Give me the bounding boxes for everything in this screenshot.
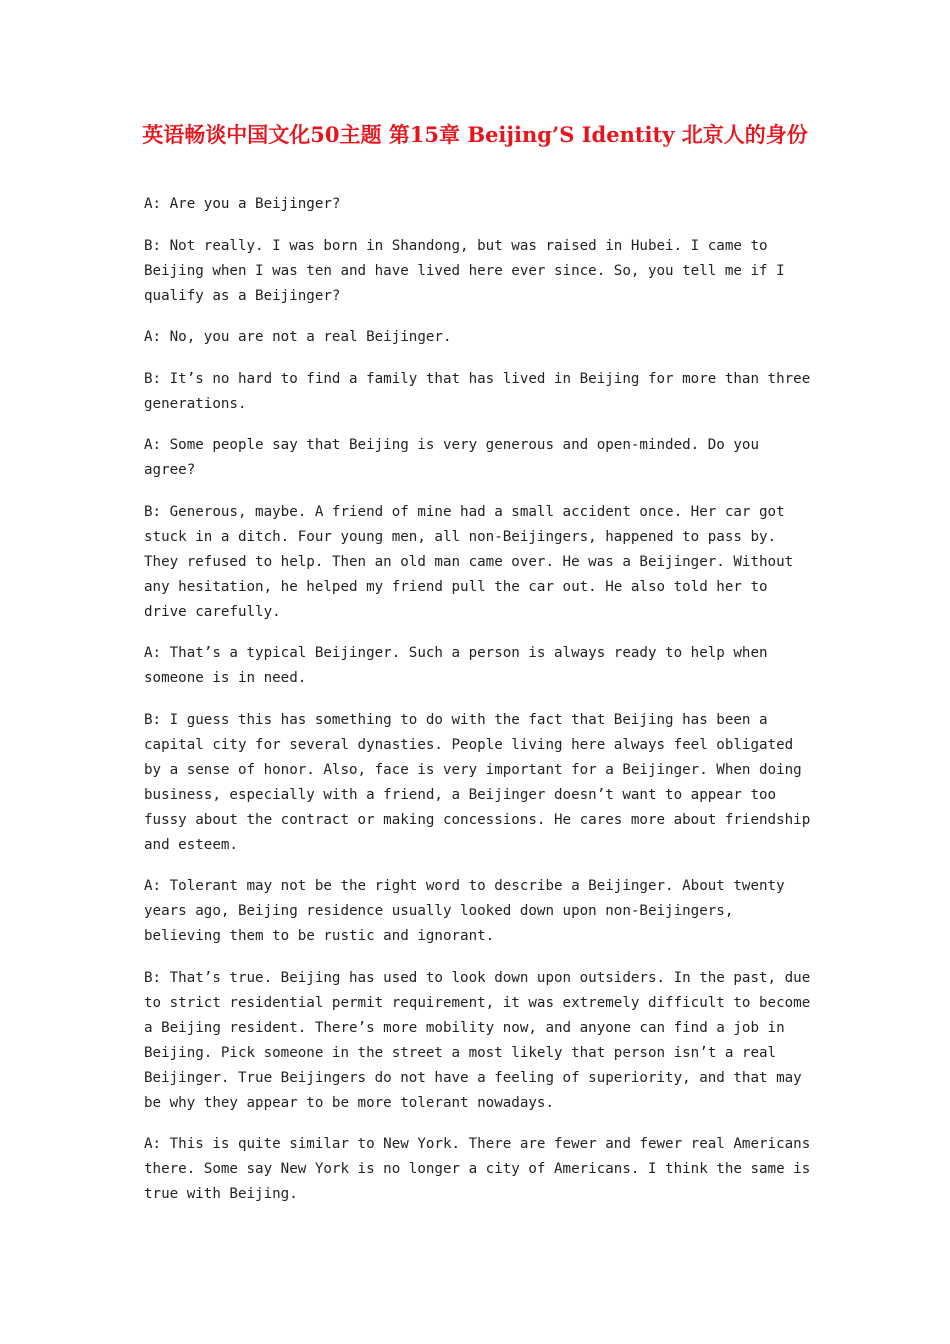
dialogue-paragraph: A: This is quite similar to New York. There are fewer and fewer real Americans there. Some say New York is no longer a city of Americans. I think the same is true with Beijing.	[144, 1136, 811, 1202]
dialogue-paragraph: B: Not really. I was born in Shandong, but was raised in Hubei. I came to Beijing when I was ten and have lived here ever since. So, you tell me if I qualify as a Beijinger?	[144, 237, 785, 304]
dialogue-paragraph: B: That’s true. Beijing has used to look down upon outsiders. In the past, due to strict residential permit requirement, it was extremely difficult to become a Beijing resident. There’s more mobility now, and anyone can find a job in Beijing. Pick someone in the street a most likely that person isn’t a real Beijinger. True Beijingers do not have a feeling of superiority, and that may be why they appear to be more tolerant nowadays.	[144, 969, 811, 1111]
dialogue-paragraph: A: Some people say that Beijing is very generous and open-minded. Do you agree?	[144, 437, 759, 478]
dialogue-paragraph: B: Generous, maybe. A friend of mine had a small accident once. Her car got stuck in a ditch. Four young men, all non-Beijingers, happened to pass by. They refused to help. Then an old man came over. He was a Beijinger. Without any hesitation, he helped my friend pull the car out. He also told her to drive carefully.	[144, 503, 794, 620]
document-title: 英语畅谈中国文化50主题 第15章 Beijing’S Identity 北京人的身份	[142, 122, 808, 147]
dialogue-paragraph: A: Are you a Beijinger?	[144, 196, 341, 212]
dialogue-paragraph: A: Tolerant may not be the right word to describe a Beijinger. About twenty years ago, Beijing residence usually looked down upon non-Beijingers, believing them to be rustic and ignorant.	[144, 878, 785, 944]
dialogue-body	[144, 192, 812, 1224]
dialogue-paragraph: A: That’s a typical Beijinger. Such a person is always ready to help when someone is in need.	[144, 645, 768, 686]
dialogue-paragraph: A: No, you are not a real Beijinger.	[144, 329, 452, 345]
dialogue-paragraph: B: It’s no hard to find a family that has lived in Beijing for more than three generations.	[144, 370, 811, 412]
dialogue-paragraph: B: I guess this has something to do with the fact that Beijing has been a capital city for several dynasties. People living here always feel obligated by a sense of honor. Also, face is very important for a Beijinger. When doing business, especially with a friend, a Beijinger doesn’t want to appear too fussy about the contract or making concessions. He cares more about friendship and esteem.	[144, 711, 811, 853]
